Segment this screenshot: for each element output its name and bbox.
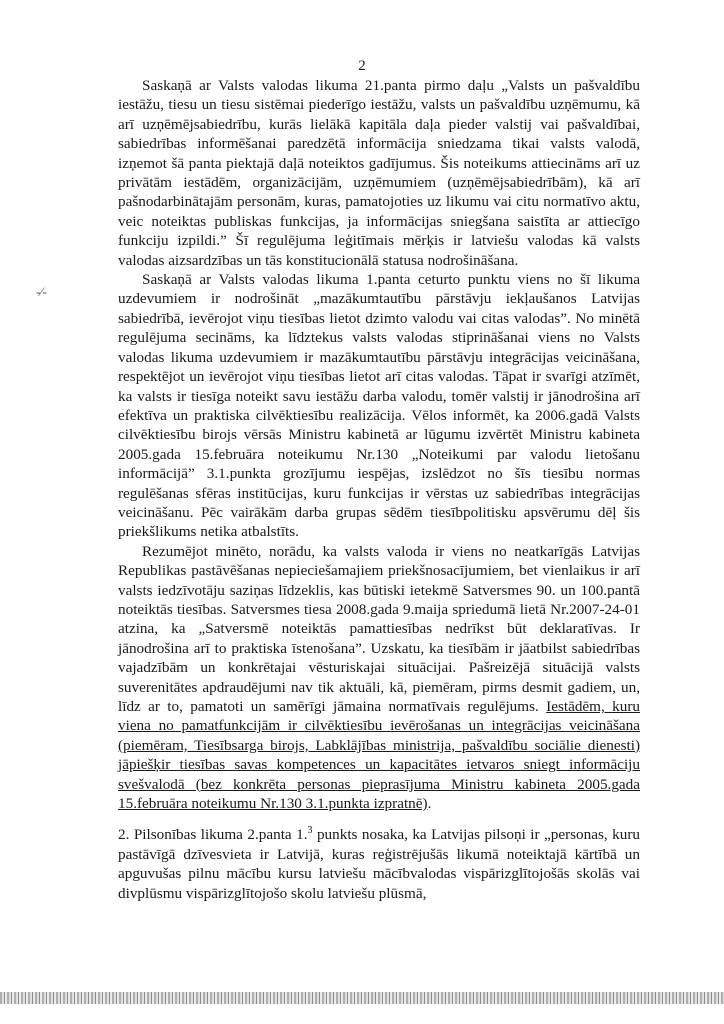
paragraph-3-text: Rezumējot minēto, norādu, ka valsts valoda ir viens no neatkarīgās Latvijas Republikas pastāvēšanas nepieciešamajiem priekšnosacījumiem, bet vienlaikus ir arī valsts iedzīvotāju saziņas līdzeklis, kas būtiski ietekmē Satversmes 90. un 100.pantā noteiktās tiesības. Satversmes tiesa 2008.gada 9.maija spriedumā lietā Nr.2007-24-01 atzina, ka „Satversmē noteiktās pamattiesības nedrīkst būt deklaratīvas. Ir jānodrošina arī to praktiska īstenošana”. Uzskatu, ka tiesībām ir jāatbilst sabiedrības vajadzībām un konkrētajai vēsturiskajai situācijai. Pašreizējā situācijā valsts suverenitātes apdraudējumi nav tik aktuāli, kā, piemēram, pirms desmit gadiem, un, līdz ar to, pamatoti un samērīgi jāmaina normatīvais regulējums. — [118, 542, 640, 715]
paragraph-3-end: . — [427, 795, 432, 813]
item-2 — [118, 825, 640, 903]
page-number: 2 — [358, 58, 366, 74]
paragraph-3 — [118, 542, 640, 814]
paragraph-1: Saskaņā ar Valsts valodas likuma 21.panta pirmo daļu „Valsts un pašvaldību iestāžu, tiesu un tiesu sistēmai piederīgo iestāžu, valsts un pašvaldību uzņēmumu, kā arī uzņēmējsabiedrību, kurās lielākā kapitāla daļa pieder valstij vai pašvaldībai, sabiedrības informēšanai paredzētā informācija sniedzama tikai valsts valodā, izņemot šā panta piektajā daļā noteiktos gadījumus. Šis noteikums attiecināms arī uz privātām iestādēm, organizācijām, uzņēmumiem (uzņēmējsabiedrībām), kā arī pašnodarbinātajām personām, kuras, pamatojoties uz likumu vai citu normatīvo aktu, veic noteiktas publiskas funkcijas, ja informācijas sniegšana saistīta ar attiecīgo funkciju izpildi.” Šī regulējuma leģitīmais mērķis ir latviešu valodas kā valsts valodas aizsardzības un tās konstitucionālā statusa nodrošināšana. — [118, 77, 640, 269]
margin-mark: -⁄- — [36, 284, 47, 299]
item-2-rest: punkts nosaka, ka Latvijas pilsoņi ir „personas, kuru pastāvīgā dzīvesvieta ir Latvijā, kuras reģistrējušās likumā noteiktajā kārtībā un apguvušas pilnu mācību kursu latviešu mācībvalodas vispārizglītojošās skolās vai divplūsmu vispārizglītojošo skolu latviešu plūsmā, — [118, 826, 640, 902]
paragraph-3-underlined-text: Iestādēm, kuru viena no pamatfunkcijām ir cilvēktiesību ievērošanas un integrācijas veicināšana (piemēram, Tiesībsarga birojs, Labklājības ministrija, pašvaldību sociālie dienesti) jāpiešķir tiesības savas kompetences un kapacitātes ietvaros sniegt informāciju svešvalodā (bez konkrēta personas pieprasījuma Ministru kabineta 2005.gada 15.februāra noteikumu Nr.130 3.1.punkta izpratnē) — [118, 698, 640, 813]
item-2-start: 2. Pilsonības likuma 2.panta 1. — [118, 826, 308, 844]
paragraph-2: Saskaņā ar Valsts valodas likuma 1.panta ceturto punktu viens no šī likuma uzdevumiem ir nodrošināt „mazākumtautību pārstāvju iekļaušanos Latvijas sabiedrībā, ievērojot viņu tiesības lietot dzimto valodu vai citas valodas”. No minētā regulējuma secināms, ka līdztekus valsts valodas stiprināšanai viens no Valsts valodas likuma uzdevumiem ir mazākumtautību pārstāvju integrācijas veicināšana, respektējot un ievērojot viņu tiesības lietot arī citas valodas. Tāpat ir svarīgi atzīmēt, ka valsts ir tiesīga noteikt savu iestāžu darba valodu, tomēr valstij ir jānodrošina arī efektīva un praktiska cilvēktiesību realizācija. Vēlos informēt, ka 2006.gadā Valsts cilvēktiesību birojs vērsās Ministru kabinetā ar lūgumu izvērtēt Ministru kabineta 2005.gada 15.februāra noteikumu Nr.130 „Noteikumi par valodu lietošanu informācijā” 3.1.punkta grozījumu iespējas, izslēdzot no šīs tiesību normas regulēšanas sfēras institūcijas, kuru funkcijas ir vērstas uz sabiedrības integrācijas veicināšanu. Pēc vairākām darba grupas sēdēm tiesībpolitisku apsvērumu dēļ šis priekšlikums netika atbalstīts. — [118, 271, 640, 541]
item-2-superscript: 3 — [307, 825, 313, 837]
scan-artifact-band — [0, 992, 724, 1004]
document-body — [118, 76, 640, 903]
